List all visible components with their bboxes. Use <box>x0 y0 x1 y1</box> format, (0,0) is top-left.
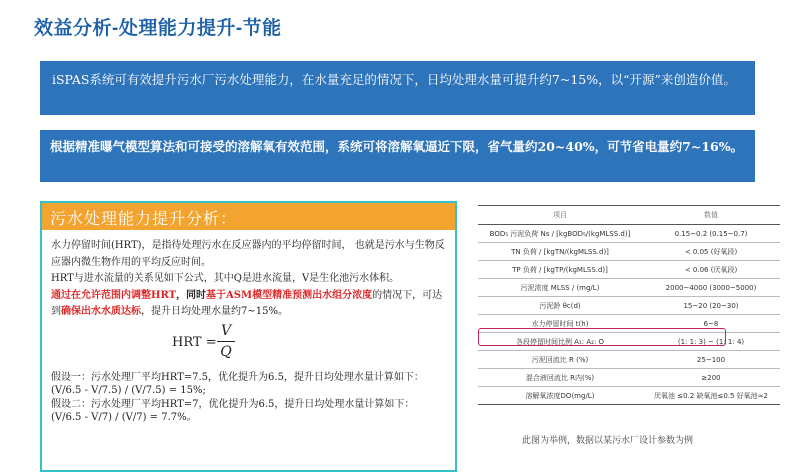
summary-band-capacity: iSPAS系统可有效提升污水厂污水处理能力，在水量充足的情况下，日均处理水量可提升约7~15%，以“开源”来创造价值。 <box>40 61 755 115</box>
row-value: 0.15~0.2 (0.15~0.7) <box>674 229 748 238</box>
summary-band-energy: 根据精准曝气模型算法和可接受的溶解氧有效范围，系统可将溶解氧逼近下限，省气量约20~40%，可节省电量约7~16%。 <box>40 130 755 182</box>
row-label: 污泥回流比 R (%) <box>531 355 589 364</box>
row-label: 污泥龄 θc(d) <box>539 301 581 310</box>
row-label: 水力停留时间 t(h) <box>531 319 589 328</box>
row-value: 6~8 <box>703 319 719 328</box>
highlight-adjust-hrt: 通过在允许范围内调整HRT <box>51 289 177 301</box>
table-row <box>478 225 780 243</box>
formula-lhs: HRT = <box>172 334 217 350</box>
row-value: < 0.06 (厌氧段) <box>684 265 738 274</box>
table-header <box>478 205 780 225</box>
row-label: 污泥浓度 MLSS / (mg/L) <box>520 283 600 292</box>
row-value: 25~100 <box>696 355 726 364</box>
design-parameter-table <box>478 205 780 405</box>
page-title: 效益分析-处理能力提升-节能 <box>34 18 282 39</box>
hrt-relation: HRT与进水流量的关系见如下公式，其中Q是进水流量，V是生化池污水体积。 <box>51 273 400 284</box>
formula-numerator: V <box>220 322 232 339</box>
hrt-row-highlight <box>478 328 726 346</box>
highlight-quality: 确保出水水质达标 <box>61 306 141 317</box>
text-end: ，提升日均处理水量约7~15%。 <box>141 306 288 317</box>
row-value: < 0.05 (好氧段) <box>684 247 738 256</box>
text-tail: 的情况下，可达到 <box>51 289 443 317</box>
row-label: BOD₅ 污泥负荷 Ns / [kgBOD₅/(kgMLSS.d)] <box>489 229 631 238</box>
row-value: (1: 1: 3) ~ (1: 1: 4) <box>677 337 745 346</box>
row-label: TP 负荷 / [kgTP/(kgMLSS.d)] <box>512 265 608 274</box>
row-value: 2000~4000 (3000~5000) <box>665 283 757 292</box>
header-value: 数值 <box>704 211 718 219</box>
row-value: 15~20 (20~30) <box>683 301 739 310</box>
table-row <box>478 279 780 297</box>
fraction-bar <box>217 341 235 342</box>
text-mid: ，同时 <box>176 289 207 301</box>
row-label: 各段停留时间比例 A₁: A₂: O <box>515 337 605 346</box>
table-row <box>478 387 780 405</box>
row-value: 厌氧池 ≤0.2 缺氧池≤0.5 好氧池≈2 <box>654 391 768 400</box>
table-row <box>478 261 780 279</box>
hrt-definition: 水力停留时间(HRT)，是指待处理污水在反应器内的平均停留时间， 也就是污水与生物反应器内微生物作用的平均反应时间。 <box>51 240 445 268</box>
row-label: 混合液回流比 R内(%) <box>525 373 595 382</box>
row-value: ≥200 <box>701 373 721 382</box>
panel-heading: 污水处理能力提升分析： <box>42 203 455 230</box>
assumption-one: 假设一：污水处理厂平均HRT=7.5，优化提升为6.5，提升日均处理水量计算如下： (V/6.5 - V/7.5) / (V/7.5) = 15%; <box>51 371 424 396</box>
hrt-formula <box>42 321 455 371</box>
assumption-two: 假设二：污水处理厂平均HRT=7，优化提升为6.5，提升日均处理水量计算如下： (V/6.5 - V/7) / (V/7) = 7.7%。 <box>51 398 415 423</box>
row-label: TN 负荷 / [kgTN/(kgMLSS.d)] <box>511 247 609 256</box>
highlight-asm-model: 基于ASM模型精准预测出水组分浓度 <box>206 289 373 301</box>
table-caption: 此图为举例，数据以某污水厂设计参数为例 <box>522 436 694 446</box>
header-item: 项目 <box>553 211 567 219</box>
table-row <box>478 351 780 369</box>
table-row <box>478 297 780 315</box>
hrt-optimization <box>42 288 455 321</box>
table-row <box>478 369 780 387</box>
row-label: 溶解氧浓度DO(mg/L) <box>525 391 595 400</box>
formula-denominator: Q <box>220 343 232 360</box>
formula-fraction <box>217 323 235 360</box>
analysis-panel <box>40 201 457 472</box>
table-row <box>478 243 780 261</box>
